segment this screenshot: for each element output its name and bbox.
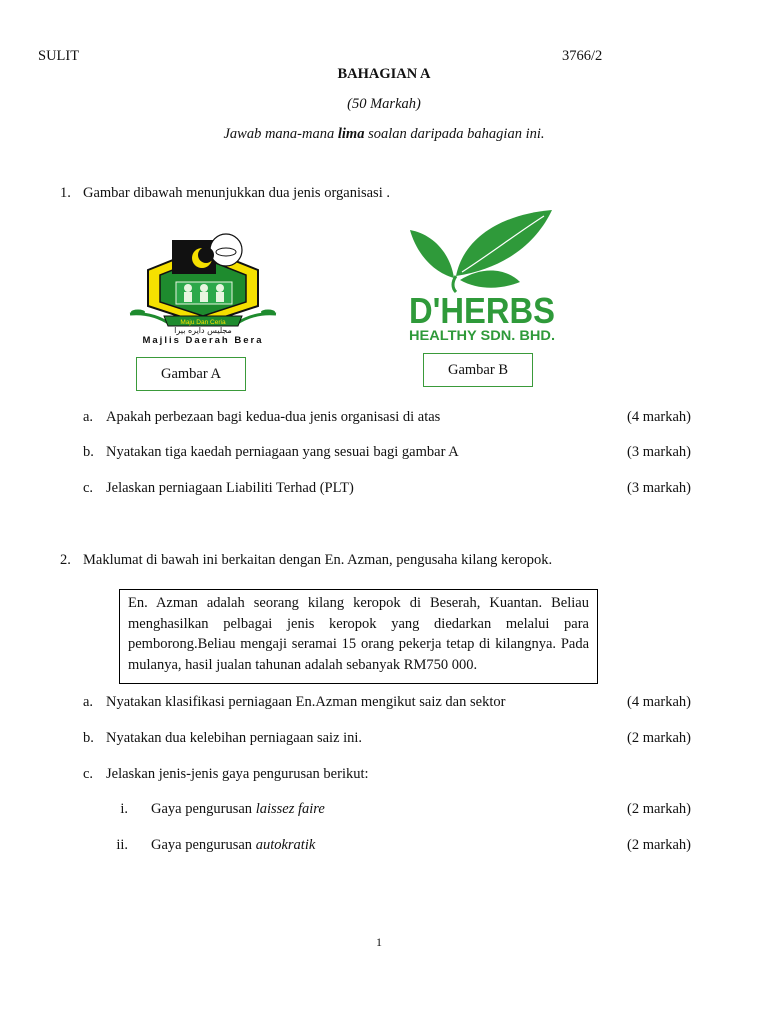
q2-part-c-label: c.	[83, 766, 94, 782]
header-sulit: SULIT	[38, 48, 80, 64]
q2-subpart-i-marks: (2 markah)	[626, 801, 691, 817]
q2-part-c-text: Jelaskan jenis-jenis gaya pengurusan berikut:	[106, 766, 369, 782]
majlis-daerah-bera-logo	[122, 232, 284, 346]
section-title: BAHAGIAN A	[337, 66, 431, 82]
page-number: 1	[376, 935, 382, 949]
logo-b-brand: D'HERBS	[409, 290, 555, 331]
section-instruction: Jawab mana-mana lima soalan daripada bahagian ini.	[223, 126, 545, 142]
q2-subpart-ii-text: Gaya pengurusan autokratik	[151, 837, 316, 853]
q1-part-b-label: b.	[83, 444, 94, 460]
q2-info-box: En. Azman adalah seorang kilang keropok di Beserah, Kuantan. Beliau menghasilkan pelbagai jenis keropok yang diedarkan melalui para pemborong.Beliau mengaji seramai 15 orang pekerja tetap di kilangnya. Pada mulanya, hasil jualan tahunan adalah sebanyak RM750 000.	[119, 589, 598, 684]
q1-part-c-label: c.	[83, 480, 94, 496]
q2-part-b-marks: (2 markah)	[626, 730, 691, 746]
q1-part-b-marks: (3 markah)	[626, 444, 691, 460]
dherbs-logo	[404, 206, 560, 346]
caption-gambar-b: Gambar B	[423, 353, 533, 387]
q2-text: Maklumat di bawah ini berkaitan dengan En. Azman, pengusaha kilang keropok.	[83, 552, 553, 568]
q2-subpart-i-text: Gaya pengurusan laissez faire	[151, 801, 325, 817]
q2-part-b-text: Nyatakan dua kelebihan perniagaan saiz ini.	[106, 730, 363, 746]
q1-part-a-label: a.	[83, 409, 94, 425]
q1-part-c-text: Jelaskan perniagaan Liabiliti Terhad (PLT)	[106, 480, 354, 496]
logo-a-ribbon: Maju Dan Ceria	[180, 319, 226, 326]
q2-subpart-ii-label: ii.	[116, 837, 128, 853]
header-code: 3766/2	[562, 48, 603, 64]
caption-gambar-a: Gambar A	[136, 357, 246, 391]
q1-text: Gambar dibawah menunjukkan dua jenis organisasi .	[83, 185, 390, 201]
q2-subpart-ii-marks: (2 markah)	[626, 837, 691, 853]
q2-part-a-label: a.	[83, 694, 94, 710]
q2-subpart-i-label: i.	[120, 801, 128, 817]
q2-part-a-text: Nyatakan klasifikasi perniagaan En.Azman mengikut saiz dan sektor	[106, 694, 506, 710]
q2-part-a-marks: (4 markah)	[626, 694, 691, 710]
q1-part-a-text: Apakah perbezaan bagi kedua-dua jenis organisasi di atas	[106, 409, 441, 425]
q1-part-c-marks: (3 markah)	[626, 480, 691, 496]
logo-a-name: Majlis Daerah Bera	[142, 335, 264, 346]
q2-number: 2.	[60, 552, 71, 568]
q2-part-b-label: b.	[83, 730, 94, 746]
section-marks: (50 Markah)	[347, 96, 421, 112]
logo-b-tagline: HEALTHY SDN. BHD.	[409, 328, 555, 343]
q1-number: 1.	[60, 185, 71, 201]
q1-part-b-text: Nyatakan tiga kaedah perniagaan yang sesuai bagi gambar A	[106, 444, 459, 460]
q1-part-a-marks: (4 markah)	[626, 409, 691, 425]
logo-a-jawi: مجليس دايره بيرا	[174, 326, 232, 335]
